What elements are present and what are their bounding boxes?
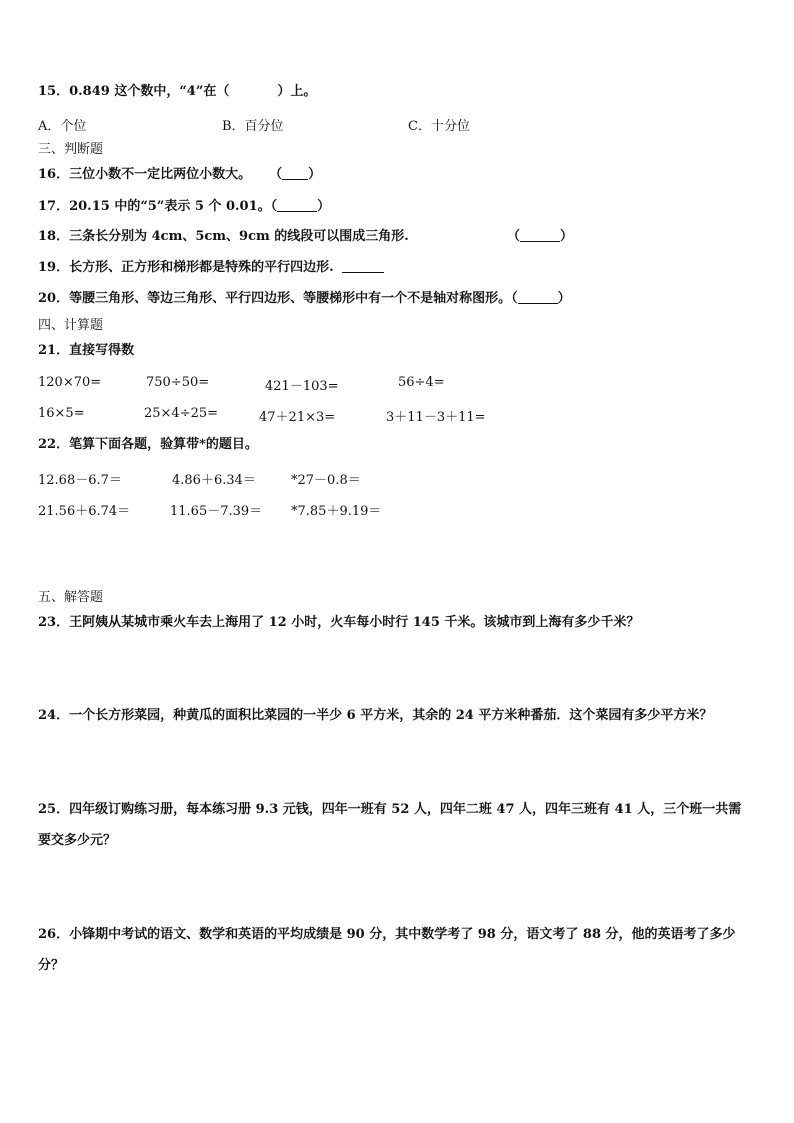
question-number: 17． [38,199,70,214]
calc-item: 3＋11－3＋11= [386,410,486,425]
calc-item: 750÷50= [146,375,210,390]
question-19 [38,260,384,276]
paren-left: （ [269,167,283,182]
question-15 [38,84,316,100]
calc-item: 4.86＋6.34＝ [172,473,256,488]
calc-item: 120×70= [38,375,102,390]
question-number: 21． [38,343,70,358]
question-number: 16． [38,167,70,182]
question-number: 19． [38,260,70,275]
calc-item: 421－103= [265,379,339,394]
question-text: 20.15 中的“5”表示 5 个 0.01。 [69,199,271,214]
calc-item: 11.65－7.39＝ [170,504,263,519]
question-text: 一个长方形菜园，种黄瓜的面积比菜园的一半少 6 平方米，其余的 24 平方米种番茄．这个菜园有多少平方米？ [69,708,713,723]
question-26 [38,927,736,943]
calc-item: *27－0.8＝ [291,473,361,488]
question-title: 笔算下面各题，验算带*的题目。 [69,437,258,452]
question-25 [38,802,741,818]
section-heading: 五、解答题 [38,590,104,605]
answer-blank[interactable] [282,167,308,180]
question-text: 等腰三角形、等边三角形、平行四边形、等腰梯形中有一个不是轴对称图形。 [69,291,512,306]
paren-left: （ [507,229,521,244]
paren-right: ） [557,291,571,306]
paren-left: （ [511,291,518,306]
question-number: 23． [38,615,70,630]
question-text: ）上。 [277,84,317,99]
section-heading: 三、判断题 [38,142,104,157]
question-25-continued: 要交多少元？ [38,833,117,848]
option-c[interactable]: C．十分位 [408,119,470,134]
question-text: 四年级订购练习册，每本练习册 9.3 元钱，四年一班有 52 人，四年二班 47 人，四年三班有 41 人，三个班一共需 [69,802,742,817]
question-21 [38,343,134,359]
answer-paren-18 [507,229,573,245]
question-number: 26． [38,927,70,942]
question-20 [38,291,571,307]
section-heading: 四、计算题 [38,318,104,333]
question-number: 22． [38,437,70,452]
paren-right: ） [308,167,322,182]
question-number: 20． [38,291,70,306]
answer-blank[interactable] [342,260,384,273]
calc-item: 25×4÷25= [144,406,219,421]
paren-left: （ [270,199,278,214]
question-number: 15． [38,84,70,99]
question-number: 18． [38,229,70,244]
question-number: 24． [38,708,70,723]
question-text: 小锋期中考试的语文、数学和英语的平均成绩是 90 分，其中数学考了 98 分，语文考了 88 分，他的英语考了多少 [69,927,736,942]
calc-item: 12.68－6.7＝ [38,473,122,488]
question-text: 0.849 这个数中，“4”在（ [69,84,230,99]
calc-item: 21.56＋6.74＝ [38,504,131,519]
answer-blank[interactable] [518,291,558,304]
calc-item: 47＋21×3= [259,410,336,425]
question-text: 三位小数不一定比两位小数大。 [69,167,252,182]
question-16 [38,167,321,183]
question-17 [38,199,330,215]
question-text: 长方形、正方形和梯形都是特殊的平行四边形. [69,260,334,275]
answer-blank[interactable] [277,199,317,212]
answer-blank[interactable] [520,229,560,242]
question-24 [38,708,712,724]
option-b[interactable]: B．百分位 [222,119,284,134]
question-text: 王阿姨从某城市乘火车去上海用了 12 小时，火车每小时行 145 千米。该城市到上海有多少千米？ [69,615,640,630]
question-title: 直接写得数 [69,343,135,358]
question-18 [38,229,409,245]
calc-item: 56÷4= [398,375,445,390]
calc-item: 16×5= [38,406,85,421]
calc-item: *7.85＋9.19＝ [291,504,382,519]
option-a[interactable]: A．个位 [38,119,87,134]
question-22 [38,437,258,453]
question-text: 三条长分别为 4cm、5cm、9cm 的线段可以围成三角形. [69,229,409,244]
paren-right: ） [317,199,331,214]
question-number: 25． [38,802,70,817]
question-26-continued: 分？ [38,958,65,973]
paren-right: ） [560,229,574,244]
question-23 [38,615,639,631]
